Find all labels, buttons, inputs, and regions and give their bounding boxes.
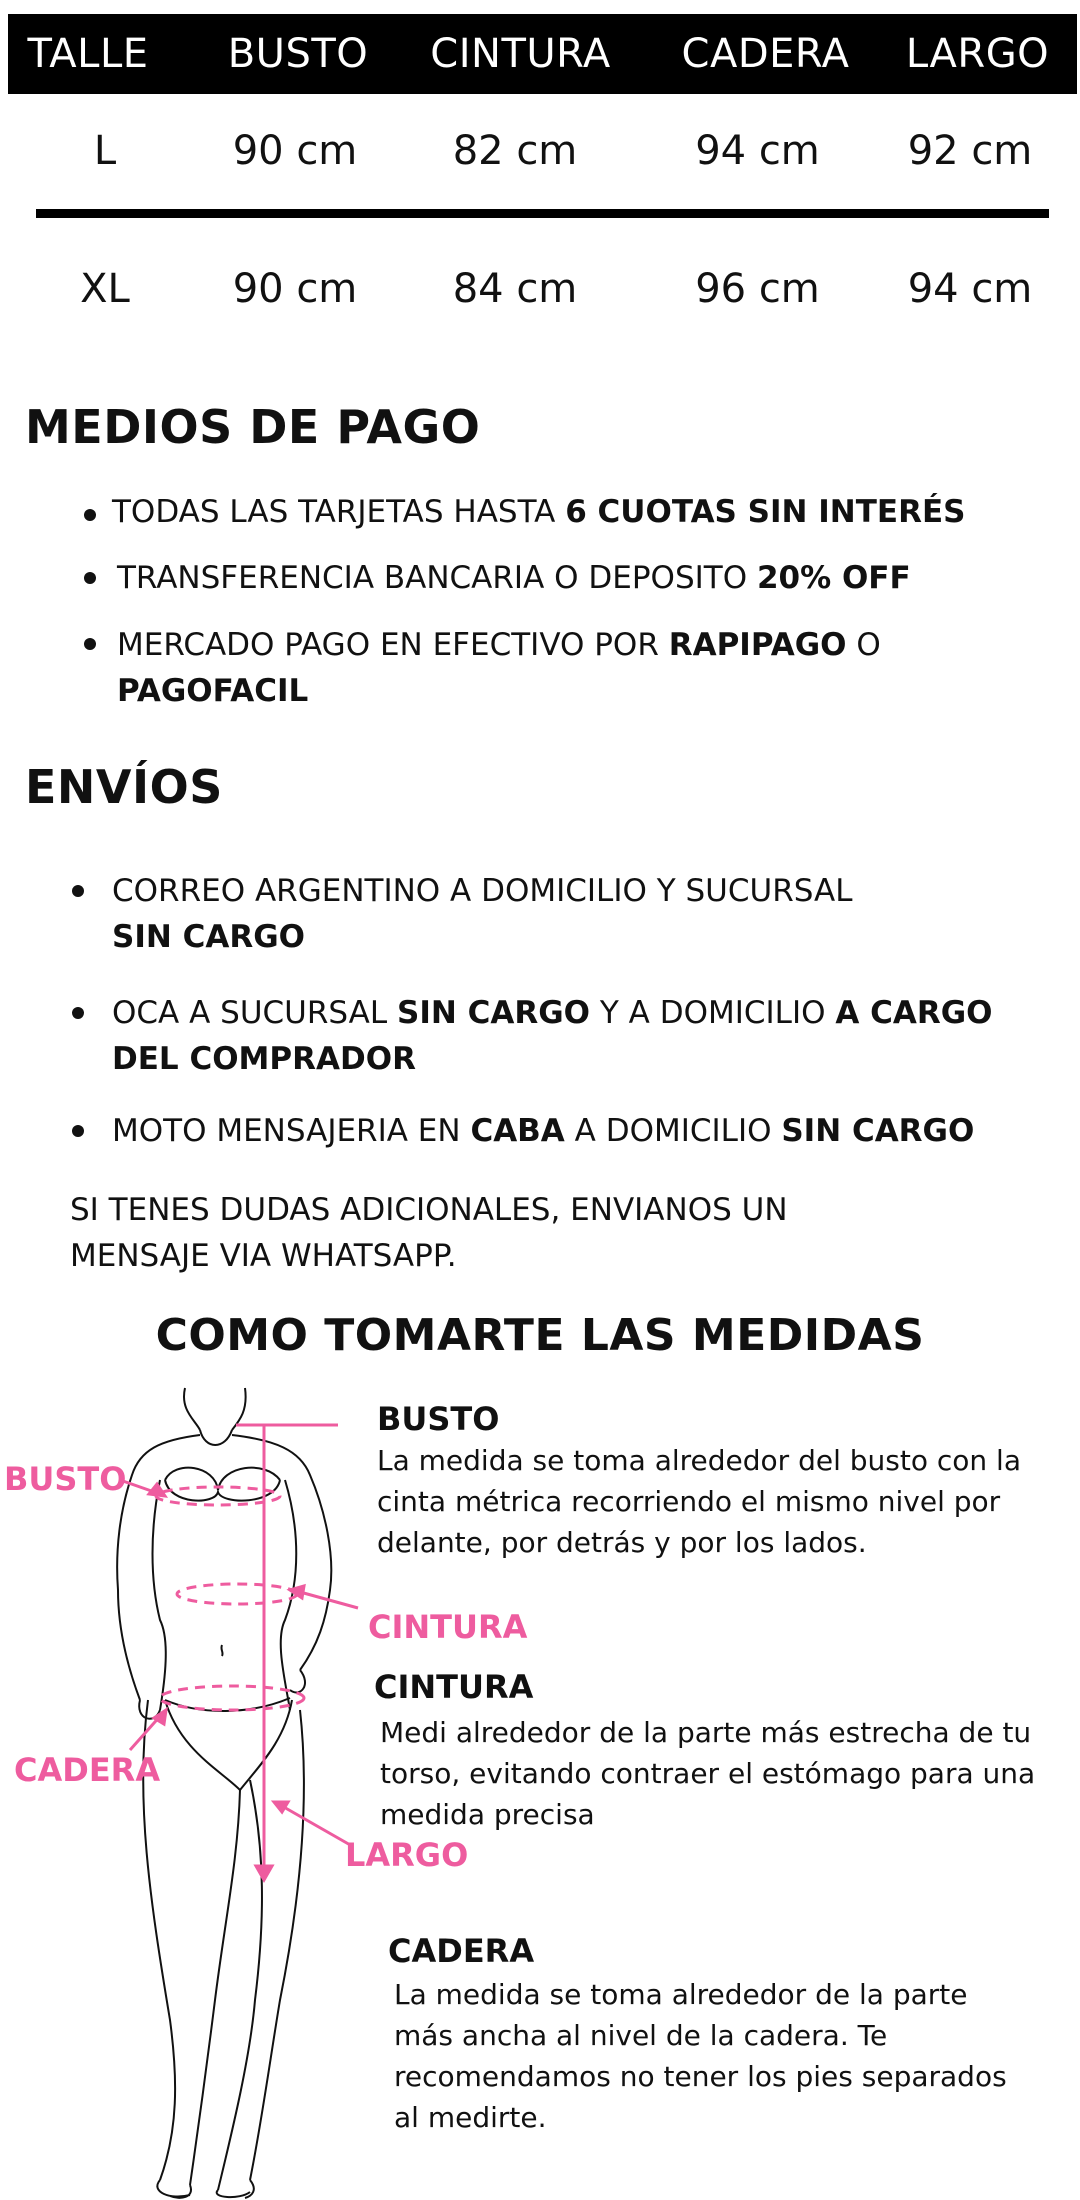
bullet-icon xyxy=(84,638,96,650)
bullet-icon xyxy=(84,572,96,584)
bullet-icon xyxy=(72,1125,84,1137)
measure-cintura xyxy=(374,1668,1035,1835)
measure-busto-title: BUSTO xyxy=(377,1400,500,1438)
row-xl-cintura: 84 cm xyxy=(452,266,578,312)
label-busto: BUSTO xyxy=(4,1460,127,1498)
row-l-cintura: 82 cm xyxy=(452,128,578,174)
bullet-icon xyxy=(72,885,84,897)
payment-item-cards: TODAS LAS TARJETAS HASTA 6 CUOTAS SIN INTERÉS xyxy=(112,494,966,530)
row-xl-largo: 94 cm xyxy=(907,266,1033,312)
measure-title: COMO TOMARTE LAS MEDIDAS xyxy=(155,1310,925,1361)
row-xl-talle: XL xyxy=(80,266,130,312)
shipping-item-moto: MOTO MENSAJERIA EN CABA A DOMICILIO SIN CARGO xyxy=(112,1113,975,1149)
table-divider xyxy=(36,209,1049,218)
row-xl-cadera: 96 cm xyxy=(695,266,820,312)
bullet-icon xyxy=(72,1007,84,1019)
row-l-talle: L xyxy=(93,128,117,174)
payment-item-transfer: TRANSFERENCIA BANCARIA O DEPOSITO 20% OFF xyxy=(117,560,911,596)
measure-cadera-desc: La medida se toma alrededor de la parte más ancha al nivel de la cadera. Te recomendamos no tener los pies separados al medirte. xyxy=(394,1978,1007,2134)
header-busto: BUSTO xyxy=(227,31,369,77)
label-cintura: CINTURA xyxy=(368,1608,528,1646)
row-l-busto: 90 cm xyxy=(232,128,358,174)
row-l-cadera: 94 cm xyxy=(695,128,820,174)
measure-cadera-title: CADERA xyxy=(388,1932,535,1970)
header-largo: LARGO xyxy=(905,31,1050,77)
shipping-item-correo: CORREO ARGENTINO A DOMICILIO Y SUCURSAL SIN CARGO xyxy=(112,873,853,955)
header-cintura: CINTURA xyxy=(430,31,611,77)
row-l-largo: 92 cm xyxy=(907,128,1033,174)
shipping-title: ENVÍOS xyxy=(25,760,223,814)
header-talle: TALLE xyxy=(27,31,149,77)
body-figure-illustration xyxy=(0,1380,380,2200)
payment-title: MEDIOS DE PAGO xyxy=(25,400,481,454)
row-xl-busto: 90 cm xyxy=(232,266,358,312)
label-cadera: CADERA xyxy=(14,1751,161,1789)
measure-busto xyxy=(377,1400,1021,1563)
measure-cintura-title: CINTURA xyxy=(374,1668,534,1706)
measure-busto-desc: La medida se toma alrededor del busto con la cinta métrica recorriendo el mismo nivel por delante, por detrás y por los lados. xyxy=(377,1444,1021,1559)
header-cadera: CADERA xyxy=(681,31,850,77)
bullet-icon xyxy=(84,509,96,521)
shipping-item-oca: OCA A SUCURSAL SIN CARGO Y A DOMICILIO A CARGO DEL COMPRADOR xyxy=(112,995,993,1077)
measure-cadera xyxy=(388,1932,1007,2138)
shipping-note: SI TENES DUDAS ADICIONALES, ENVIANOS UN MENSAJE VIA WHATSAPP. xyxy=(70,1192,788,1274)
size-table-header xyxy=(8,14,1077,94)
payment-item-cash: MERCADO PAGO EN EFECTIVO POR RAPIPAGO O PAGOFACIL xyxy=(117,627,881,709)
measure-cintura-desc: Medi alrededor de la parte más estrecha de tu torso, evitando contraer el estómago para una medida precisa xyxy=(380,1716,1036,1831)
label-largo: LARGO xyxy=(345,1836,469,1874)
